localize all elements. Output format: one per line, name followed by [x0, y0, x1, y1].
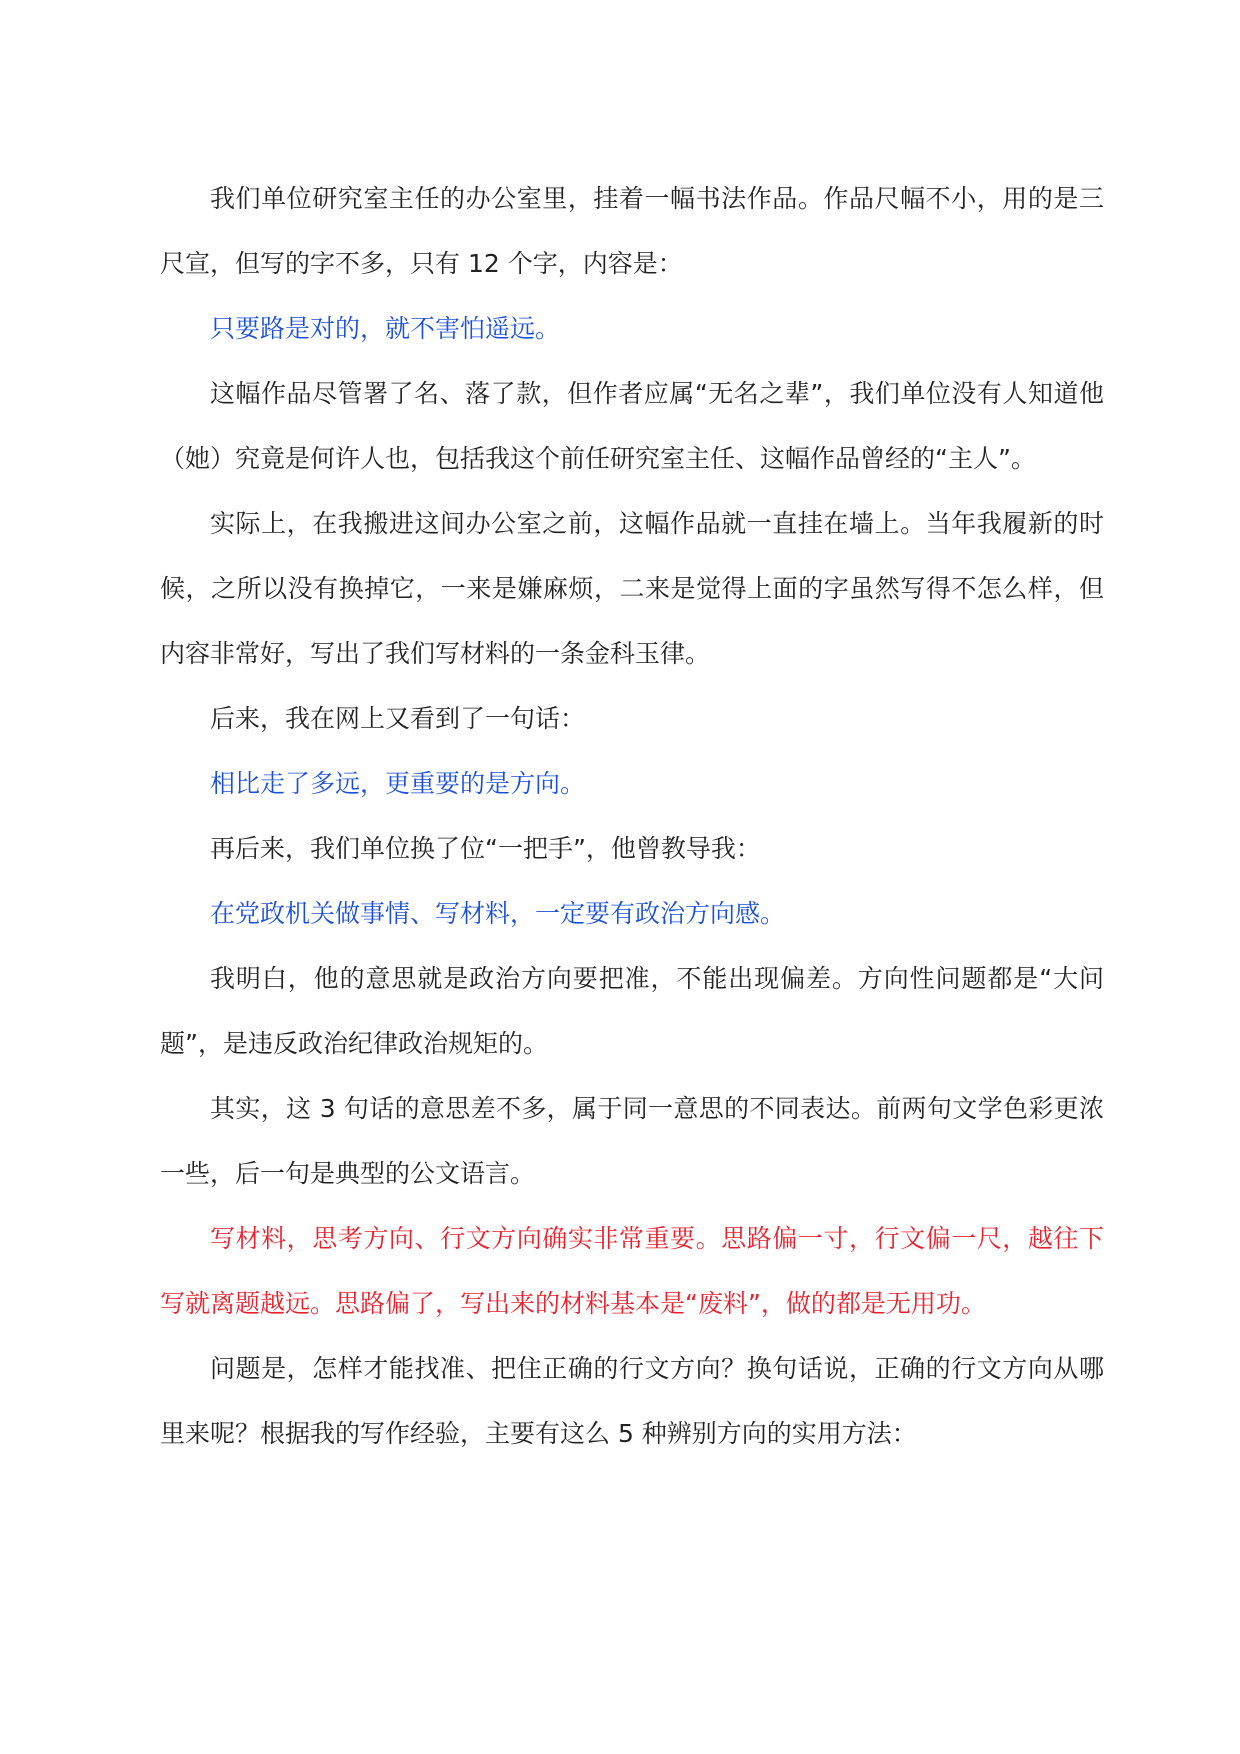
- document-body: [160, 166, 1104, 1466]
- quote-political: 在党政机关做事情、写材料，一定要有政治方向感。: [210, 899, 786, 928]
- paragraph-meaning: 我明白，他的意思就是政治方向要把准，不能出现偏差。方向性问题都是“大问题”，是违反政治纪律政治规矩的。: [160, 964, 1104, 1058]
- paragraph-online: 后来，我在网上又看到了一句话：: [210, 704, 586, 733]
- quote-road: 只要路是对的，就不害怕遥远。: [210, 314, 561, 343]
- paragraph-comparison: 其实，这 3 句话的意思差不多，属于同一意思的不同表达。前两句文学色彩更浓一些，后一句是典型的公文语言。: [160, 1094, 1104, 1188]
- paragraph-emphasis: 写材料，思考方向、行文方向确实非常重要。思路偏一寸，行文偏一尺，越往下写就离题越远。思路偏了，写出来的材料基本是“废料”，做的都是无用功。: [160, 1224, 1104, 1318]
- paragraph-leader: 再后来，我们单位换了位“一把手”，他曾教导我：: [210, 834, 761, 863]
- paragraph-question: 问题是，怎样才能找准、把住正确的行文方向？换句话说，正确的行文方向从哪里来呢？根据我的写作经验，主要有这么 5 种辨别方向的实用方法：: [160, 1354, 1104, 1448]
- paragraph-author: 这幅作品尽管署了名、落了款，但作者应属“无名之辈”，我们单位没有人知道他（她）究竟是何许人也，包括我这个前任研究室主任、这幅作品曾经的“主人”。: [160, 379, 1104, 473]
- paragraph-intro: 我们单位研究室主任的办公室里，挂着一幅书法作品。作品尺幅不小，用的是三尺宣，但写的字不多，只有 12 个字，内容是：: [160, 184, 1104, 278]
- quote-direction: 相比走了多远，更重要的是方向。: [210, 769, 586, 798]
- paragraph-history: 实际上，在我搬进这间办公室之前，这幅作品就一直挂在墙上。当年我履新的时候，之所以没有换掉它，一来是嫌麻烦，二来是觉得上面的字虽然写得不怎么样，但内容非常好，写出了我们写材料的一条金科玉律。: [160, 509, 1104, 668]
